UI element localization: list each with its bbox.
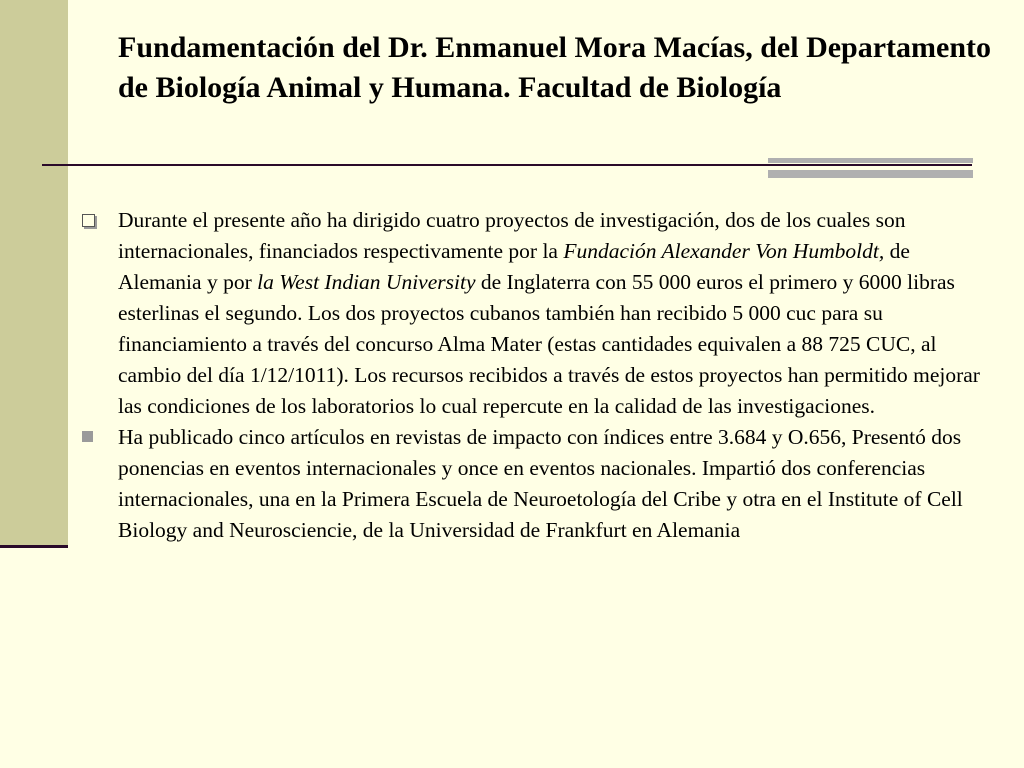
bullet-text	[118, 422, 991, 546]
hollow-square-bullet-icon	[82, 214, 95, 227]
bullet-text	[118, 205, 991, 422]
bullet-item	[76, 205, 991, 422]
side-decorative-bar	[0, 0, 68, 545]
bullet-item	[76, 422, 991, 546]
side-bar-underline	[0, 545, 68, 548]
text-segment: Durante el presente año ha dirigido cuatro proyectos de investigación, dos de los cuales son internacionales, financiados respectivamente por la	[118, 208, 906, 263]
title-divider-accent	[768, 158, 973, 178]
text-segment: de Alemania y por	[118, 239, 910, 294]
text-segment: Ha publicado cinco artículos en revistas de impacto con índices entre 3.684 y O.656, Presentó dos ponencias en eventos internacionales y once en eventos nacionales. Impartió dos conferencias internacionales, una en la Primera Escuela de Neuroetología del Cribe y otra en el Institute of Cell Biology and Neurosciencie, de la Universidad de Frankfurt en Alemania	[118, 425, 963, 542]
italic-text-segment: Fundación Alexander Von Humboldt,	[563, 239, 885, 263]
solid-square-bullet-icon	[82, 431, 93, 442]
italic-text-segment: la West Indian University	[257, 270, 476, 294]
slide-title: Fundamentación del Dr. Enmanuel Mora Macías, del Departamento de Biología Animal y Humana. Facultad de Biología	[118, 31, 992, 104]
text-segment: de Inglaterra con 55 000 euros el primero y 6000 libras esterlinas el segundo. Los dos proyectos cubanos también han recibido 5 000 cuc para su financiamiento a través del concurso Alma Mater (estas cantidades equivalen a 88 725 CUC, al cambio del día 1/12/1011). Los recursos recibidos a través de estos proyectos han permitido mejorar las condiciones de los laboratorios lo cual repercute en la calidad de las investigaciones.	[118, 270, 980, 418]
slide-body	[76, 205, 991, 546]
